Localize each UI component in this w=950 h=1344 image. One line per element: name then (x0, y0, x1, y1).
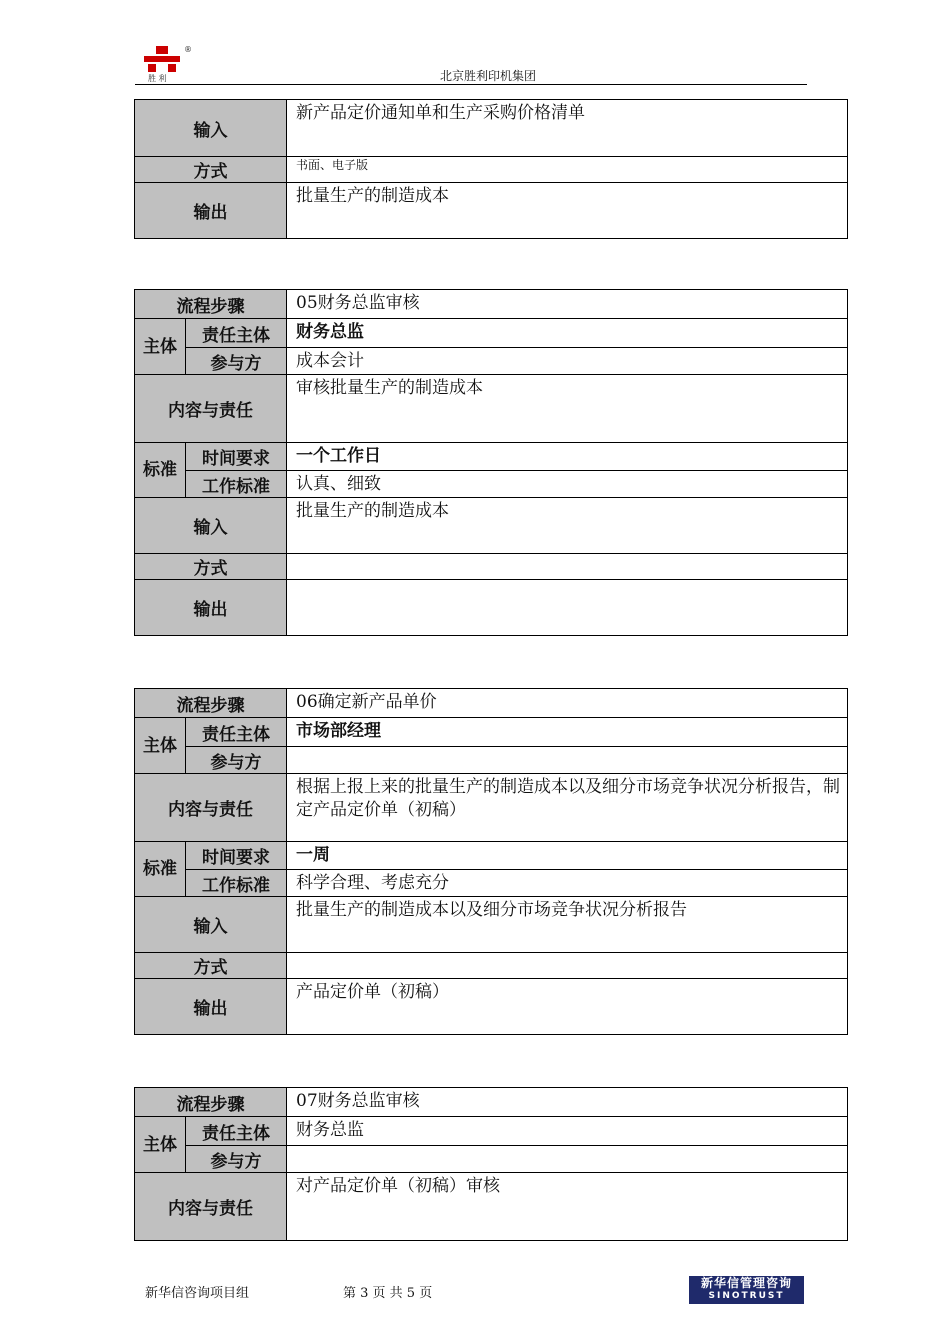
step-label: 流程步骤 (135, 290, 287, 319)
step-row (135, 1088, 848, 1117)
input-label: 输入 (135, 100, 287, 157)
company-logo (140, 44, 192, 82)
time-value: 一周 (287, 842, 848, 870)
output-row (135, 979, 848, 1035)
step-value: 06确定新产品单价 (287, 689, 848, 718)
table-step07 (134, 1087, 848, 1241)
work-value: 认真、细致 (287, 471, 848, 498)
method-label: 方式 (135, 157, 287, 183)
input-label: 输入 (135, 897, 287, 953)
work-row (135, 870, 848, 897)
owner-label: 责任主体 (186, 718, 287, 747)
participant-label: 参与方 (186, 348, 287, 375)
step-value: 05财务总监审核 (287, 290, 848, 319)
method-row (135, 554, 848, 580)
output-value: 批量生产的制造成本 (287, 183, 848, 239)
company-name: 北京胜利印机集团 (440, 69, 537, 83)
participant-label: 参与方 (186, 1146, 287, 1173)
output-label: 输出 (135, 580, 287, 636)
output-row (135, 580, 848, 636)
method-value (287, 953, 848, 979)
logo-mark-icon (140, 44, 192, 82)
input-value: 批量生产的制造成本 (287, 498, 848, 554)
input-row (135, 100, 848, 157)
participant-label: 参与方 (186, 747, 287, 774)
participant-value: 成本会计 (287, 348, 848, 375)
content-label: 内容与责任 (135, 1173, 287, 1241)
participant-value (287, 747, 848, 774)
method-row (135, 157, 848, 183)
time-row (135, 842, 848, 870)
badge-title: 新华信管理咨询 (700, 1276, 792, 1290)
method-label: 方式 (135, 554, 287, 580)
subject-label: 主体 (135, 319, 186, 375)
participant-row (135, 1146, 848, 1173)
standard-label: 标准 (135, 842, 186, 897)
owner-row (135, 319, 848, 348)
step-label: 流程步骤 (135, 1088, 287, 1117)
step-value: 07财务总监审核 (287, 1088, 848, 1117)
output-label: 输出 (135, 979, 287, 1035)
owner-row (135, 718, 848, 747)
standard-label: 标准 (135, 443, 186, 498)
content-row (135, 774, 848, 842)
table-step04-continued (134, 99, 848, 239)
input-value: 批量生产的制造成本以及细分市场竞争状况分析报告 (287, 897, 848, 953)
participant-value (287, 1146, 848, 1173)
time-label: 时间要求 (186, 842, 287, 870)
participant-row (135, 348, 848, 375)
output-row (135, 183, 848, 239)
logo-text: 胜 利 (148, 74, 167, 82)
participant-row (135, 747, 848, 774)
time-row (135, 443, 848, 471)
content-value: 对产品定价单（初稿）审核 (287, 1173, 848, 1241)
input-label: 输入 (135, 498, 287, 554)
badge-subtitle: SINOTRUST (708, 1291, 785, 1301)
owner-value: 财务总监 (287, 319, 848, 348)
owner-value: 市场部经理 (287, 718, 848, 747)
method-value: 书面、电子版 (287, 157, 848, 183)
input-value: 新产品定价通知单和生产采购价格清单 (287, 100, 848, 157)
sinotrust-logo (689, 1276, 804, 1304)
work-row (135, 471, 848, 498)
header-divider (135, 84, 807, 85)
method-row (135, 953, 848, 979)
owner-value: 财务总监 (287, 1117, 848, 1146)
content-label: 内容与责任 (135, 774, 287, 842)
subject-label: 主体 (135, 1117, 186, 1173)
svg-text:®: ® (184, 45, 192, 54)
time-value: 一个工作日 (287, 443, 848, 471)
content-value: 审核批量生产的制造成本 (287, 375, 848, 443)
time-label: 时间要求 (186, 443, 287, 471)
footer-project-group: 新华信咨询项目组 (145, 1286, 250, 1301)
output-label: 输出 (135, 183, 287, 239)
step-row (135, 290, 848, 319)
content-row (135, 375, 848, 443)
owner-row (135, 1117, 848, 1146)
subject-label: 主体 (135, 718, 186, 774)
work-value: 科学合理、考虑充分 (287, 870, 848, 897)
table-step06 (134, 688, 848, 1035)
content-label: 内容与责任 (135, 375, 287, 443)
method-value (287, 554, 848, 580)
owner-label: 责任主体 (186, 1117, 287, 1146)
work-label: 工作标准 (186, 471, 287, 498)
owner-label: 责任主体 (186, 319, 287, 348)
table-step05 (134, 289, 848, 636)
output-value: 产品定价单（初稿） (287, 979, 848, 1035)
footer-page-number: 第 3 页 共 5 页 (343, 1286, 433, 1301)
input-row (135, 897, 848, 953)
content-row (135, 1173, 848, 1241)
step-label: 流程步骤 (135, 689, 287, 718)
method-label: 方式 (135, 953, 287, 979)
content-value: 根据上报上来的批量生产的制造成本以及细分市场竞争状况分析报告，制定产品定价单（初稿） (287, 774, 848, 842)
step-row (135, 689, 848, 718)
work-label: 工作标准 (186, 870, 287, 897)
output-value (287, 580, 848, 636)
input-row (135, 498, 848, 554)
